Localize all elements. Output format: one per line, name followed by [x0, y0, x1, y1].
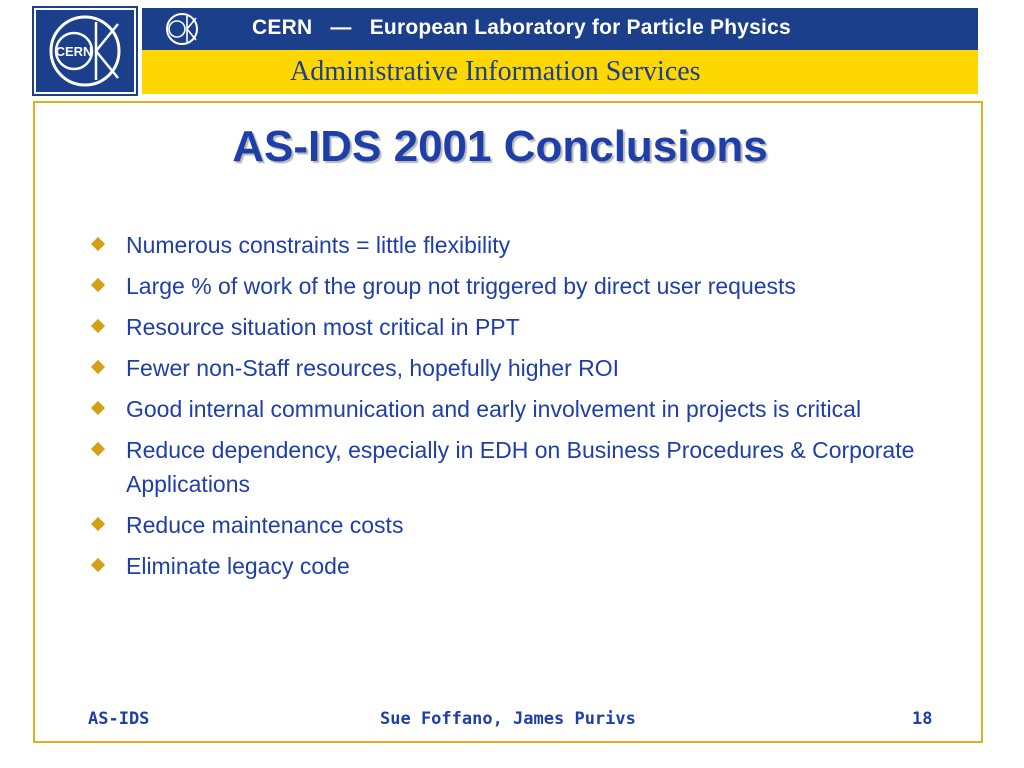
slide-title: AS-IDS 2001 Conclusions	[232, 122, 768, 171]
diamond-bullet-icon	[91, 360, 105, 374]
list-item	[90, 433, 940, 501]
diamond-bullet-icon	[91, 319, 105, 333]
list-item	[90, 549, 940, 583]
bullet-text: Good internal communication and early involvement in projects is critical	[126, 396, 862, 422]
logo-text: CERN	[55, 44, 93, 59]
diamond-bullet-icon	[91, 278, 105, 292]
banner-title: CERN — European Laboratory for Particle Physics	[252, 16, 791, 39]
page-number: 18	[912, 709, 933, 729]
bullet-text: Reduce dependency, especially in EDH on Business Procedures & Corporate Applications	[126, 437, 915, 497]
bullet-text: Resource situation most critical in PPT	[126, 314, 520, 340]
bullet-text: Large % of work of the group not triggered by direct user requests	[126, 273, 796, 299]
diamond-bullet-icon	[91, 237, 105, 251]
diamond-bullet-icon	[91, 558, 105, 572]
header-subbanner	[142, 50, 978, 94]
list-item	[90, 228, 940, 262]
bullet-text: Reduce maintenance costs	[126, 512, 404, 538]
list-item	[90, 508, 940, 542]
bullet-text: Fewer non-Staff resources, hopefully higher ROI	[126, 355, 620, 381]
list-item	[90, 392, 940, 426]
list-item	[90, 269, 940, 303]
banner-subtitle: Administrative Information Services	[290, 56, 701, 87]
bullet-text: Numerous constraints = little flexibility	[126, 232, 511, 258]
footer-authors: Sue Foffano, James Purivs	[380, 709, 636, 729]
diamond-bullet-icon	[91, 517, 105, 531]
diamond-bullet-icon	[91, 401, 105, 415]
diamond-bullet-icon	[91, 442, 105, 456]
bullet-list	[90, 228, 940, 590]
bullet-text: Eliminate legacy code	[126, 553, 350, 579]
cern-logo	[34, 8, 136, 94]
cern-mini-logo-icon	[162, 11, 202, 47]
cern-logo-icon	[36, 10, 134, 92]
list-item	[90, 351, 940, 385]
footer-left: AS-IDS	[88, 709, 150, 729]
list-item	[90, 310, 940, 344]
header-banner	[142, 8, 978, 50]
